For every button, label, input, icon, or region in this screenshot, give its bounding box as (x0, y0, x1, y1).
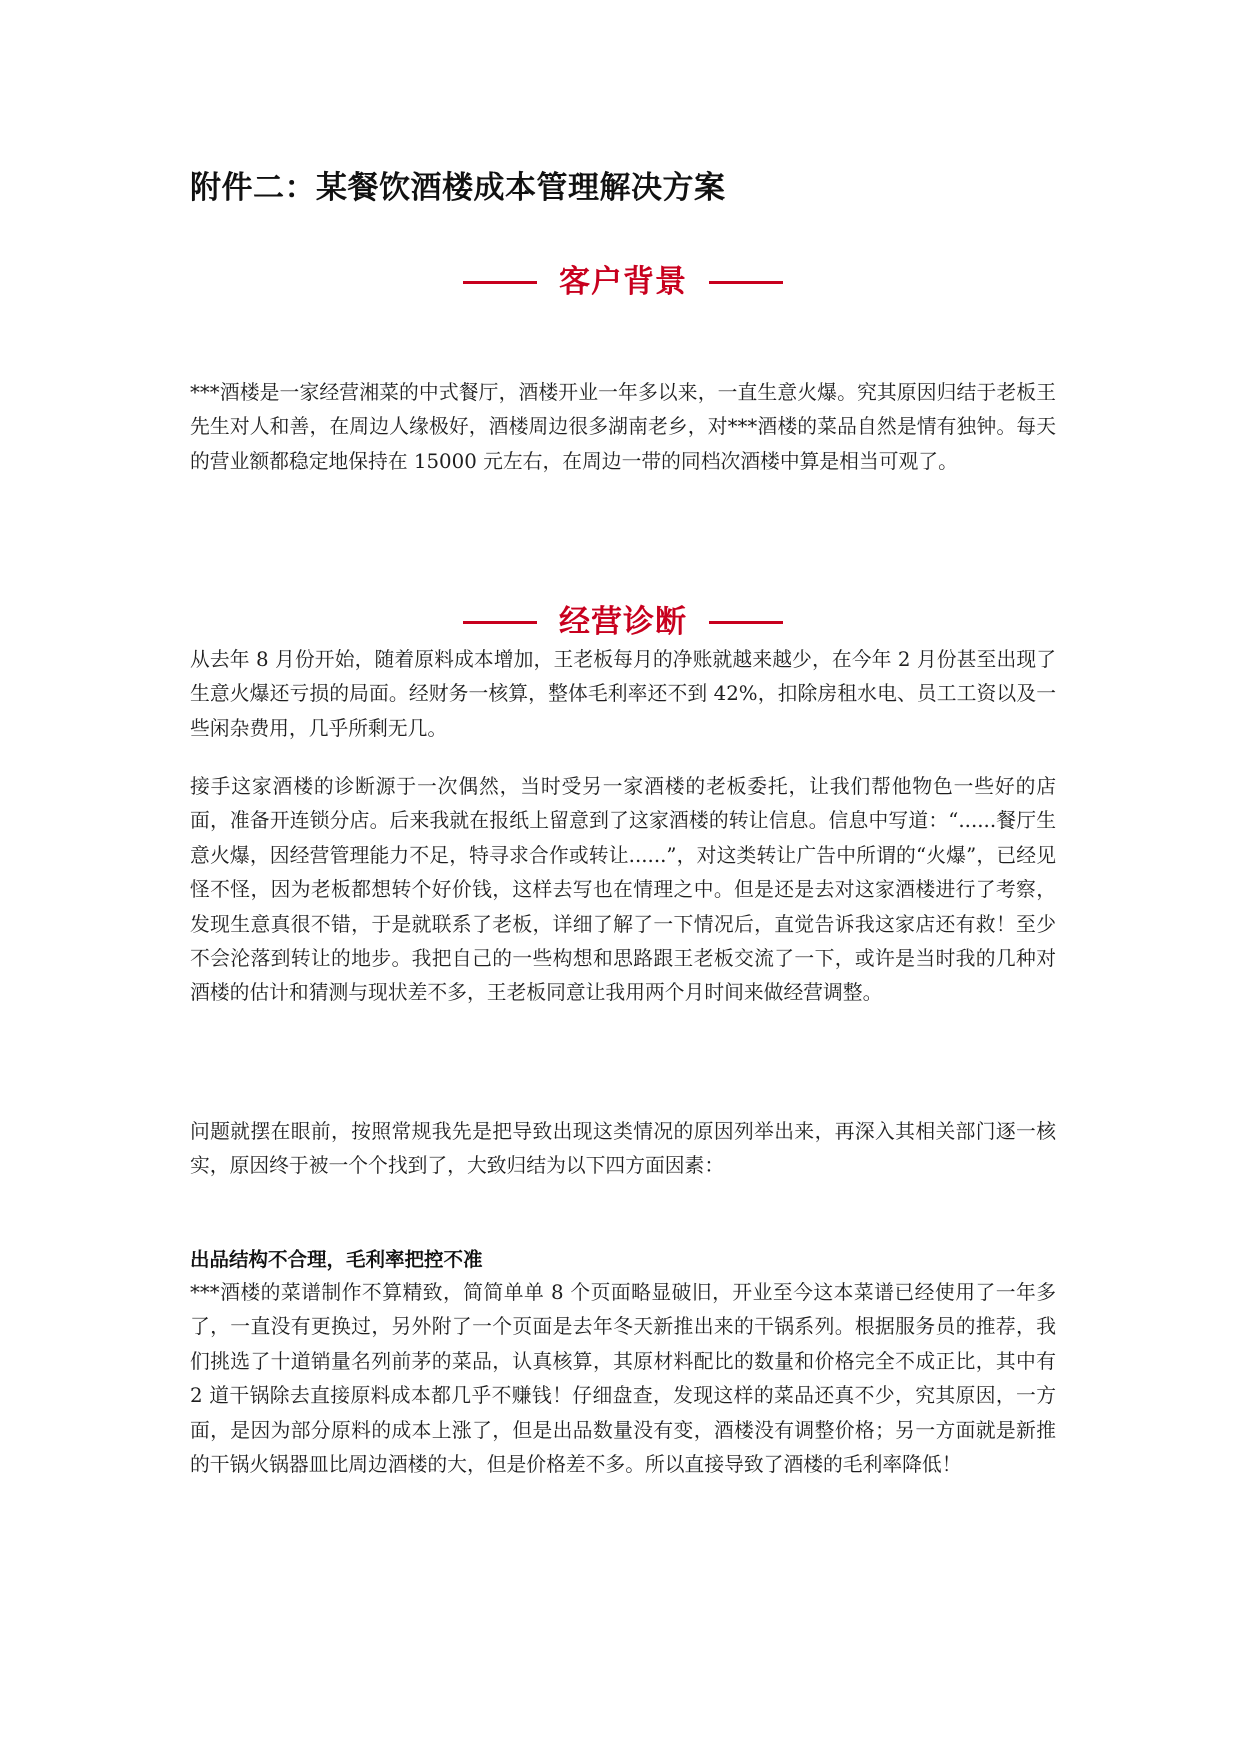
document-title: 附件二：某餐饮酒楼成本管理解决方案 (190, 170, 726, 206)
subsection-heading: 出品结构不合理，毛利率把控不准 (190, 1248, 483, 1271)
paragraph-diagnosis-3: 问题就摆在眼前，按照常规我先是把导致出现这类情况的原因列举出来，再深入其相关部门逐一核实，原因终于被一个个找到了，大致归结为以下四方面因素： (190, 1120, 1056, 1178)
section-heading-text: 经营诊断 (559, 604, 687, 640)
paragraph-diagnosis-1: 从去年 8 月份开始，随着原料成本增加，王老板每月的净账就越来越少，在今年 2 月份甚至出现了生意火爆还亏损的局面。经财务一核算，整体毛利率还不到 42%，扣除房租水电、员工工资以及一些闲杂费用，几乎所剩无几。 (190, 648, 1056, 740)
section-heading-business-diagnosis (190, 600, 1056, 644)
paragraph-customer-background: ***酒楼是一家经营湘菜的中式餐厅，酒楼开业一年多以来，一直生意火爆。究其原因归结于老板王先生对人和善，在周边人缘极好，酒楼周边很多湖南老乡，对***酒楼的菜品自然是情有独钟。每天的营业额都稳定地保持在 15000 元左右，在周边一带的同档次酒楼中算是相当可观了。 (190, 381, 1056, 473)
document-page (190, 0, 1056, 1754)
heading-rule-left (463, 281, 537, 284)
section-heading-customer-background (190, 260, 1056, 304)
paragraph-subsection: ***酒楼的菜谱制作不算精致，简简单单 8 个页面略显破旧，开业至今这本菜谱已经使用了一年多了，一直没有更换过，另外附了一个页面是去年冬天新推出来的干锅系列。根据服务员的推荐，我们挑选了十道销量名列前茅的菜品，认真核算，其原材料配比的数量和价格完全不成正比，其中有 2 道干锅除去直接原料成本都几乎不赚钱！仔细盘查，发现这样的菜品还真不少，究其原因，一方面，是因为部分原料的成本上涨了，但是出品数量没有变，酒楼没有调整价格；另一方面就是新推的干锅火锅器皿比周边酒楼的大，但是价格差不多。所以直接导致了酒楼的毛利率降低！ (190, 1281, 1056, 1477)
paragraph-diagnosis-2: 接手这家酒楼的诊断源于一次偶然，当时受另一家酒楼的老板委托，让我们帮他物色一些好的店面，准备开连锁分店。后来我就在报纸上留意到了这家酒楼的转让信息。信息中写道：“......餐厅生意火爆，因经营管理能力不足，特寻求合作或转让......”，对这类转让广告中所谓的“火爆”，已经见怪不怪，因为老板都想转个好价钱，这样去写也在情理之中。但是还是去对这家酒楼进行了考察，发现生意真很不错，于是就联系了老板，详细了解了一下情况后，直觉告诉我这家店还有救！至少不会沦落到转让的地步。我把自己的一些构想和思路跟王老板交流了一下，或许是当时我的几种对酒楼的估计和猜测与现状差不多，王老板同意让我用两个月时间来做经营调整。 (190, 775, 1056, 1005)
heading-rule-right (709, 281, 783, 284)
section-heading-text: 客户背景 (559, 264, 687, 300)
heading-rule-right (709, 621, 783, 624)
heading-rule-left (463, 621, 537, 624)
